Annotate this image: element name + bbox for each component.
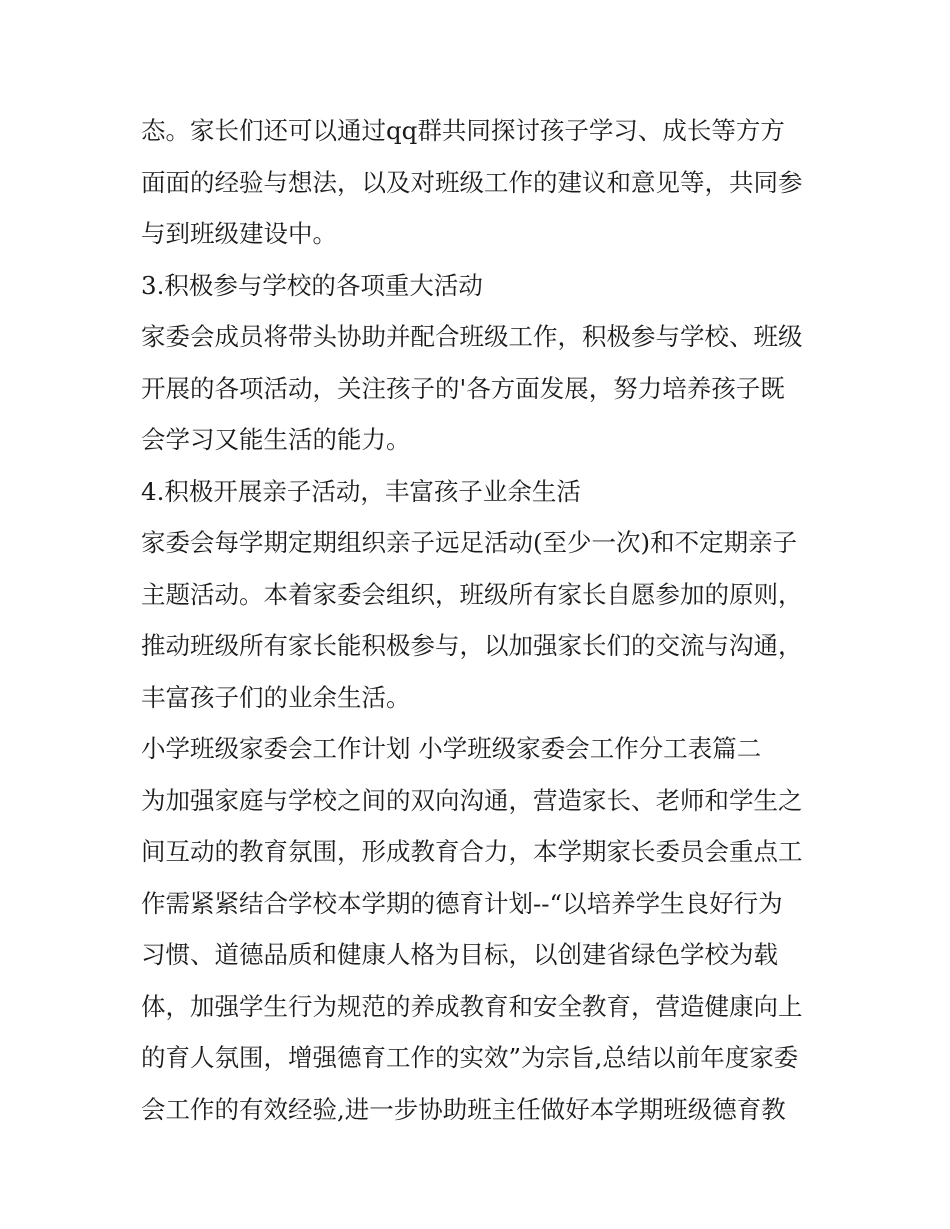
article-title-part-two: 小学班级家委会工作计划 小学班级家委会工作分工表篇二 bbox=[141, 734, 762, 763]
section-heading-3: 3.积极参与学校的各项重大活动 bbox=[141, 270, 483, 300]
paragraph-line: 主题活动。本着家委会组织，班级所有家长自愿参加的原则， bbox=[141, 579, 803, 609]
paragraph-line: 态。家长们还可以通过qq群共同探讨孩子学习、成长等方方 bbox=[141, 116, 785, 145]
paragraph-line: 会工作的有效经验,进一步协助班主任做好本学期班级德育教 bbox=[141, 1094, 786, 1124]
paragraph-line: 的育人氛围，增强德育工作的实效”为宗旨,总结以前年度家委 bbox=[141, 1043, 799, 1072]
paragraph-line: 家委会每学期定期组织亲子远足活动(至少一次)和不定期亲子 bbox=[141, 528, 798, 557]
paragraph-line: 推动班级所有家长能积极参与，以加强家长们的交流与沟通， bbox=[141, 631, 803, 660]
paragraph-line: 会学习又能生活的能力。 bbox=[141, 425, 411, 454]
paragraph-line: 为加强家庭与学校之间的双向沟通，营造家长、老师和学生之 bbox=[141, 785, 803, 815]
paragraph-line: 作需紧紧结合学校本学期的德育计划--“以培养学生良好行为 bbox=[141, 888, 783, 918]
paragraph-line: 家委会成员将带头协助并配合班级工作，积极参与学校、班级 bbox=[141, 322, 803, 351]
paragraph-line: 与到班级建设中。 bbox=[141, 219, 337, 248]
paragraph-line: 开展的各项活动，关注孩子的'各方面发展，努力培养孩子既 bbox=[141, 373, 785, 403]
paragraph-line: 体，加强学生行为规范的养成教育和安全教育，营造健康向上 bbox=[141, 991, 803, 1021]
section-heading-4: 4.积极开展亲子活动，丰富孩子业余生活 bbox=[141, 476, 581, 506]
paragraph-line: 面面的经验与想法，以及对班级工作的建议和意见等，共同参 bbox=[141, 167, 803, 197]
paragraph-line: 丰富孩子们的业余生活。 bbox=[141, 682, 411, 712]
paragraph-line: 间互动的教育氛围，形成教育合力，本学期家长委员会重点工 bbox=[141, 837, 803, 866]
paragraph-line: 习惯、道德品质和健康人格为目标，以创建省绿色学校为载 bbox=[141, 940, 778, 969]
document-body bbox=[141, 110, 821, 1140]
